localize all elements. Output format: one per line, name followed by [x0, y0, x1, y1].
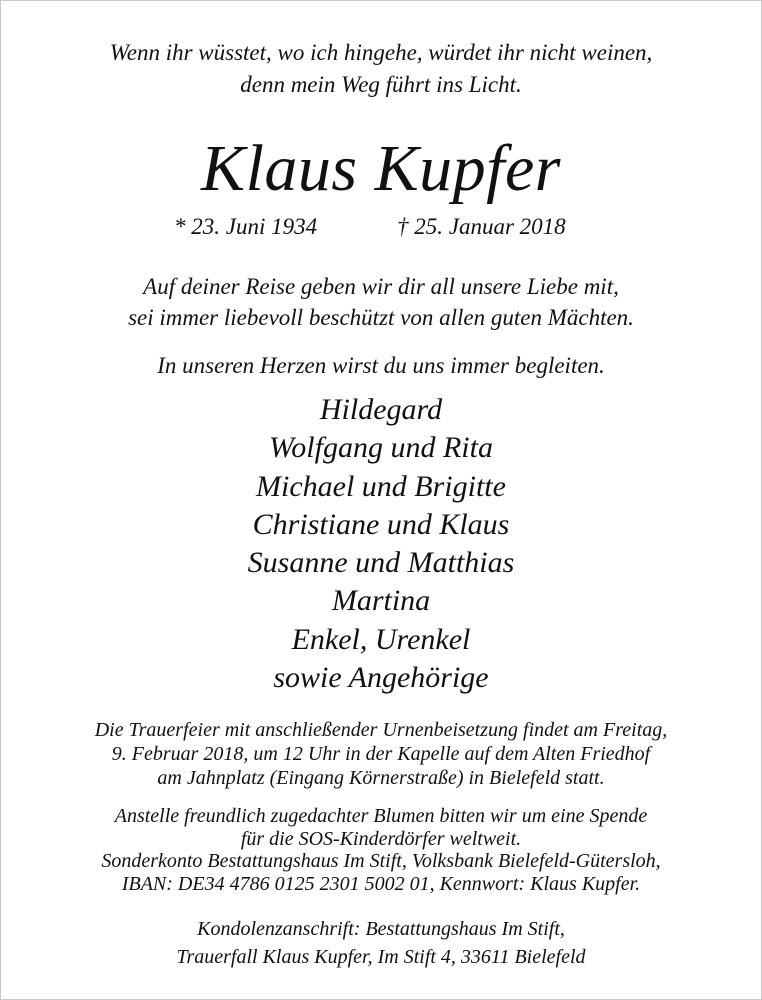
- ceremony-line: 9. Februar 2018, um 12 Uhr in der Kapelle auf dem Alten Friedhof: [111, 743, 651, 765]
- condolence-line: Kondolenzanschrift: Bestattungshaus Im Stift,: [197, 918, 565, 940]
- donation-line: Sonderkonto Bestattungshaus Im Stift, Volksbank Bielefeld-Gütersloh,: [101, 850, 661, 873]
- mourner-name: Enkel, Urenkel: [291, 622, 471, 656]
- mourner-name: Wolfgang und Rita: [269, 431, 493, 465]
- motto-line: denn mein Weg führt ins Licht.: [240, 72, 522, 97]
- mourners-list: [0, 391, 762, 697]
- ceremony-line: am Jahnplatz (Eingang Körnerstraße) in Bielefeld statt.: [157, 767, 605, 789]
- mourner-name: Hildegard: [319, 393, 443, 426]
- motto-line: Wenn ihr wüsstet, wo ich hingehe, würdet ihr nicht weinen,: [109, 40, 653, 65]
- mourner-name: Martina: [331, 584, 431, 618]
- ceremony-notice: [0, 718, 762, 790]
- mourner-name: Susanne und Matthias: [247, 546, 515, 580]
- farewell-line: sei immer liebevoll beschützt von allen guten Mächten.: [128, 305, 634, 330]
- ceremony-line: Die Trauerfeier mit anschließender Urnenbeisetzung findet am Freitag,: [94, 719, 668, 741]
- hearts-line: In unseren Herzen wirst du uns immer begleiten.: [157, 353, 605, 378]
- condolence-line: Trauerfall Klaus Kupfer, Im Stift 4, 33611 Bielefeld: [176, 946, 586, 968]
- mourner-name: sowie Angehörige: [273, 661, 489, 695]
- condolence-address: [0, 915, 762, 971]
- donation-line: Anstelle freundlich zugedachter Blumen bitten wir um eine Spende: [114, 805, 648, 827]
- farewell-text: [0, 271, 762, 333]
- donation-line: IBAN: DE34 4786 0125 2301 5002 01, Kennwort: Klaus Kupfer.: [121, 872, 641, 895]
- birth-date: * 23. Juni 1934: [174, 214, 318, 239]
- motto-quote: [0, 37, 762, 101]
- donation-line: für die SOS-Kinderdörfer weltweit.: [240, 827, 522, 850]
- farewell-line: Auf deiner Reise geben wir dir all unsere Liebe mit,: [143, 274, 619, 299]
- mourner-name: Michael und Brigitte: [256, 469, 506, 503]
- mourner-name: Christiane und Klaus: [252, 507, 510, 541]
- death-date: † 25. Januar 2018: [397, 214, 566, 239]
- deceased-name: Klaus Kupfer: [201, 132, 561, 205]
- donation-notice: [0, 805, 762, 895]
